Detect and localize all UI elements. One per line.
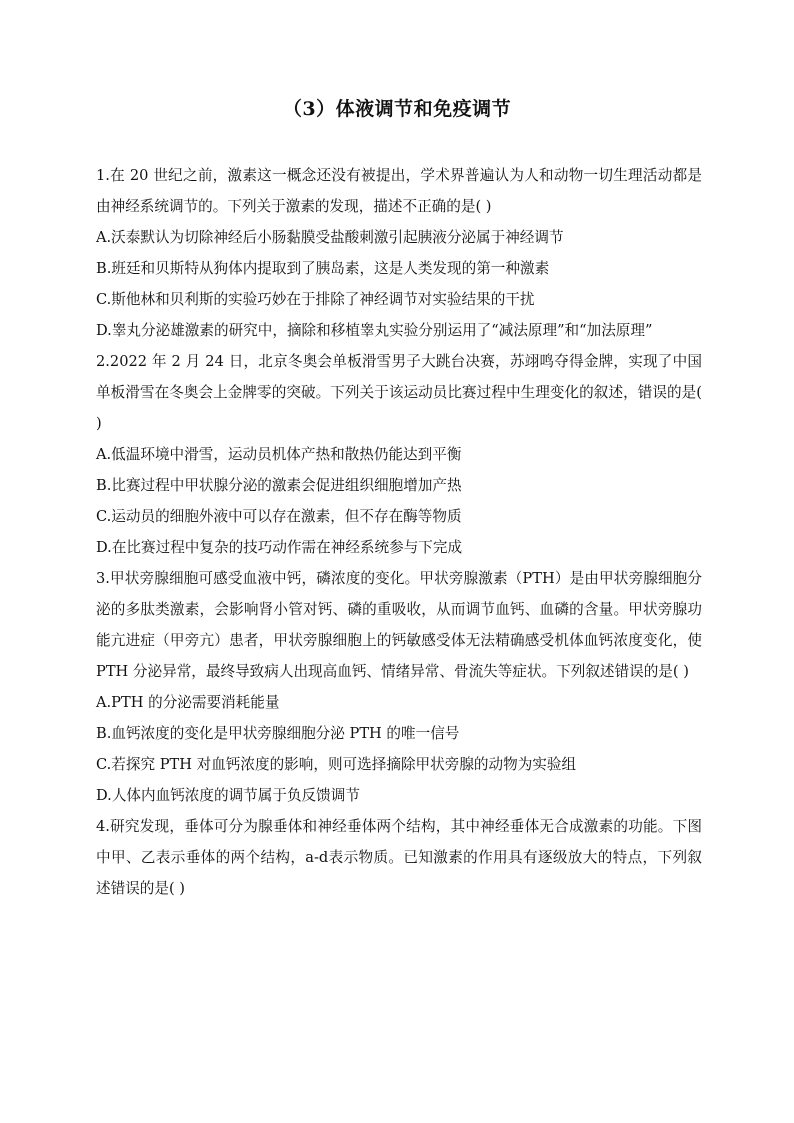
option-c: C.若探究 PTH 对血钙浓度的影响，则可选择摘除甲状旁腺的动物为实验组 — [96, 756, 577, 773]
option-a: A.低温环境中滑雪，运动员机体产热和散热仍能达到平衡 — [96, 446, 462, 463]
question-1 — [96, 160, 702, 346]
option-d: D.人体内血钙浓度的调节属于负反馈调节 — [96, 787, 360, 804]
option-b: B.班廷和贝斯特从狗体内提取到了胰岛素，这是人类发现的第一种激素 — [96, 260, 550, 277]
page-title: （3）体液调节和免疫调节 — [282, 98, 512, 120]
question-list — [96, 160, 702, 904]
option-b: B.血钙浓度的变化是甲状旁腺细胞分泌 PTH 的唯一信号 — [96, 725, 460, 742]
option-c: C.斯他林和贝利斯的实验巧妙在于排除了神经调节对实验结果的干扰 — [96, 291, 535, 308]
option-d: D.睾丸分泌雄激素的研究中，摘除和移植睾丸实验分别运用了“减法原理”和“加法原理” — [96, 322, 653, 339]
question-4 — [96, 811, 702, 904]
question-2 — [96, 346, 702, 563]
option-c: C.运动员的细胞外液中可以存在激素，但不存在酶等物质 — [96, 508, 462, 525]
option-a: A.沃泰默认为切除神经后小肠黏膜受盐酸刺激引起胰液分泌属于神经调节 — [96, 229, 564, 246]
question-stem: 1.在 20 世纪之前，激素这一概念还没有被提出，学术界普遍认为人和动物一切生理活动都是由神经系统调节的。下列关于激素的发现，描述不正确的是( ) — [96, 167, 702, 215]
question-stem: 2.2022 年 2 月 24 日，北京冬奥会单板滑雪男子大跳台决赛，苏翊鸣夺得金牌，实现了中国单板滑雪在冬奥会上金牌零的突破。下列关于该运动员比赛过程中生理变化的叙述，错误的是( ) — [96, 353, 702, 432]
question-stem: 4.研究发现，垂体可分为腺垂体和神经垂体两个结构，其中神经垂体无合成激素的功能。下图中甲、乙表示垂体的两个结构，a-d表示物质。已知激素的作用具有逐级放大的特点，下列叙述错误的是( ) — [96, 818, 702, 897]
question-stem: 3.甲状旁腺细胞可感受血液中钙，磷浓度的变化。甲状旁腺激素（PTH）是由甲状旁腺细胞分泌的多肽类激素，会影响肾小管对钙、磷的重吸收，从而调节血钙、血磷的含量。甲状旁腺功能亢进症（甲旁亢）患者，甲状旁腺细胞上的钙敏感受体无法精确感受机体血钙浓度变化，使 PTH 分泌异常，最终导致病人出现高血钙、情绪异常、骨流失等症状。下列叙述错误的是( ) — [96, 570, 702, 680]
option-a: A.PTH 的分泌需要消耗能量 — [96, 694, 280, 711]
option-d: D.在比赛过程中复杂的技巧动作需在神经系统参与下完成 — [96, 539, 463, 556]
question-3 — [96, 563, 702, 811]
option-b: B.比赛过程中甲状腺分泌的激素会促进组织细胞增加产热 — [96, 477, 462, 494]
